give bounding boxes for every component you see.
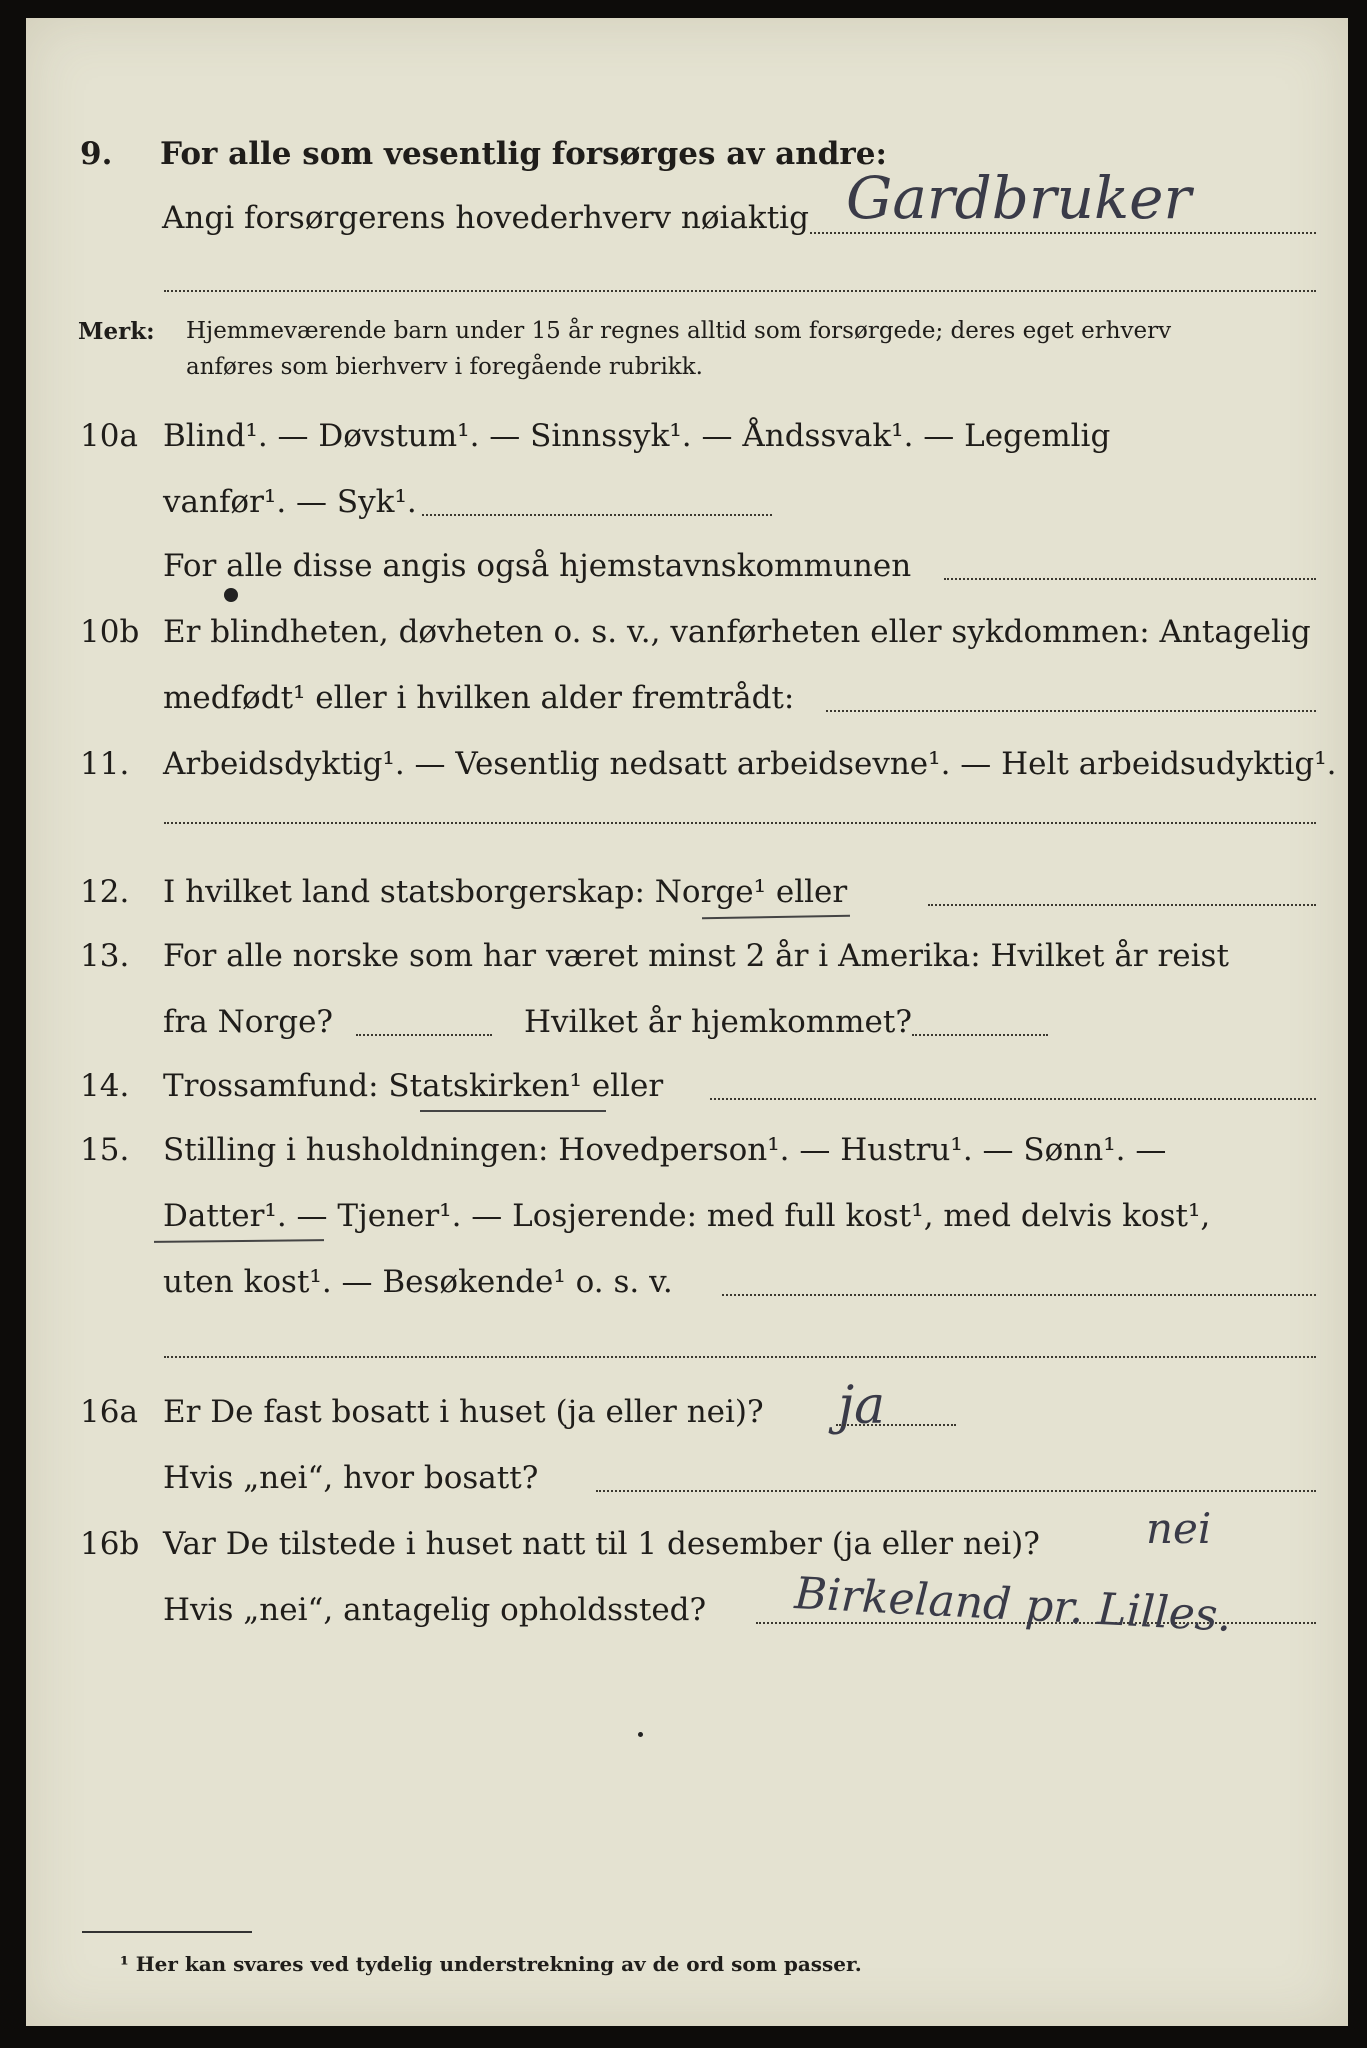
q16b-question-line2: Hvis „nei“, antagelig opholdssted? bbox=[163, 1592, 707, 1628]
q10b-number: 10b bbox=[80, 614, 140, 650]
q16b-question: Var De tilstede i huset natt til 1 desember (ja eller nei)? bbox=[163, 1526, 1040, 1562]
q13-return-line bbox=[912, 1034, 1048, 1036]
q14-statskirken-underline bbox=[420, 1110, 606, 1112]
census-form-page bbox=[26, 18, 1348, 2026]
q13-number: 13. bbox=[80, 938, 130, 974]
q14-question: Trossamfund: Statskirken¹ eller bbox=[163, 1068, 664, 1104]
q9-question: For alle som vesentlig forsørges av andre: bbox=[160, 136, 887, 172]
q15-question-line2: Datter¹. — Tjener¹. — Losjerende: med full kost¹, med delvis kost¹, bbox=[163, 1198, 1211, 1234]
q9-answer-line bbox=[810, 232, 1316, 234]
q16a-question-line2: Hvis „nei“, hvor bosatt? bbox=[163, 1460, 539, 1496]
ink-blot bbox=[224, 588, 238, 602]
q13-question-departure: fra Norge? bbox=[163, 1004, 334, 1040]
q15-row-1 bbox=[26, 1132, 1348, 1176]
q15-extra-line bbox=[164, 1356, 1316, 1358]
q10a-answer-line bbox=[422, 514, 772, 516]
merk-label: Merk: bbox=[78, 318, 155, 345]
q10a-number: 10a bbox=[80, 418, 138, 454]
merk-row-2 bbox=[26, 354, 1348, 384]
q15-number: 15. bbox=[80, 1132, 130, 1168]
q16b-handwritten-answer-2: Birkeland pr. Lilles. bbox=[793, 1568, 1233, 1642]
q16a-residence-line bbox=[596, 1490, 1316, 1492]
q12-number: 12. bbox=[80, 874, 130, 910]
q12-row bbox=[26, 874, 1348, 918]
q10a-row-3 bbox=[26, 548, 1348, 592]
q11-question: Arbeidsdyktig¹. — Vesentlig nedsatt arbeidsevne¹. — Helt arbeidsudyktig¹. bbox=[163, 746, 1337, 782]
q11-extra-line bbox=[164, 822, 1316, 824]
q15-row-2 bbox=[26, 1198, 1348, 1242]
q14-answer-line bbox=[710, 1098, 1316, 1100]
q13-question-line1: For alle norske som har været minst 2 år i Amerika: Hvilket år reist bbox=[163, 938, 1229, 974]
merk-row-1 bbox=[26, 318, 1348, 348]
q15-answer-line bbox=[722, 1294, 1316, 1296]
q9-number: 9. bbox=[80, 136, 113, 172]
footnote-rule bbox=[82, 1931, 252, 1933]
merk-note-line2: anføres som bierhverv i foregående rubrikk. bbox=[186, 354, 703, 380]
q13-row-2 bbox=[26, 1004, 1348, 1048]
q15-question-line1: Stilling i husholdningen: Hovedperson¹. — Hustru¹. — Sønn¹. — bbox=[163, 1132, 1167, 1168]
q9-extra-line bbox=[164, 290, 1316, 292]
q16a-row-1 bbox=[26, 1394, 1348, 1438]
q13-question-return: Hvilket år hjemkommet? bbox=[524, 1004, 912, 1040]
q9-handwritten-answer: Gardbruker bbox=[846, 164, 1192, 232]
q16a-number: 16a bbox=[80, 1394, 138, 1430]
q10b-question-line1: Er blindheten, døvheten o. s. v., vanførheten eller sykdommen: Antagelig bbox=[163, 614, 1311, 650]
q10a-question-line1: Blind¹. — Døvstum¹. — Sinnssyk¹. — Åndssvak¹. — Legemlig bbox=[163, 418, 1111, 454]
q10a-row-1 bbox=[26, 418, 1348, 462]
q15-question-line3: uten kost¹. — Besøkende¹ o. s. v. bbox=[163, 1264, 673, 1300]
footnote: ¹ Her kan svares ved tydelig understrekning av de ord som passer. bbox=[120, 1952, 862, 1976]
q13-row-1 bbox=[26, 938, 1348, 982]
q12-answer-line bbox=[928, 904, 1316, 906]
q15-row-3 bbox=[26, 1264, 1348, 1308]
q16a-question: Er De fast bosatt i huset (ja eller nei)? bbox=[163, 1394, 764, 1430]
q16b-number: 16b bbox=[80, 1526, 140, 1562]
q14-number: 14. bbox=[80, 1068, 130, 1104]
speck bbox=[638, 1732, 643, 1737]
q16b-handwritten-answer-1: nei bbox=[1146, 1504, 1212, 1553]
q13-departure-line bbox=[356, 1034, 492, 1036]
q16a-row-2 bbox=[26, 1460, 1348, 1504]
q14-row bbox=[26, 1068, 1348, 1112]
q16a-handwritten-answer: ja bbox=[838, 1376, 886, 1436]
merk-note-line1: Hjemmeværende barn under 15 år regnes alltid som forsørgede; deres eget erhverv bbox=[186, 318, 1172, 344]
q12-question: I hvilket land statsborgerskap: Norge¹ eller bbox=[163, 874, 848, 910]
q11-number: 11. bbox=[80, 746, 130, 782]
q15-datter-underline bbox=[154, 1239, 324, 1243]
q10a-hometown-line bbox=[944, 578, 1316, 580]
q10b-row-1 bbox=[26, 614, 1348, 658]
q9-question-line2: Angi forsørgerens hovederhverv nøiaktig bbox=[162, 200, 809, 236]
q10b-question-line2: medfødt¹ eller i hvilken alder fremtrådt: bbox=[163, 680, 795, 716]
q10a-question-line2: vanfør¹. — Syk¹. bbox=[163, 484, 417, 520]
q10b-row-2 bbox=[26, 680, 1348, 724]
q11-row bbox=[26, 746, 1348, 790]
q16a-answer-line bbox=[836, 1424, 956, 1426]
q10b-answer-line bbox=[826, 710, 1316, 712]
q10a-question-line3: For alle disse angis også hjemstavnskommunen bbox=[163, 548, 912, 584]
q10a-row-2 bbox=[26, 484, 1348, 528]
